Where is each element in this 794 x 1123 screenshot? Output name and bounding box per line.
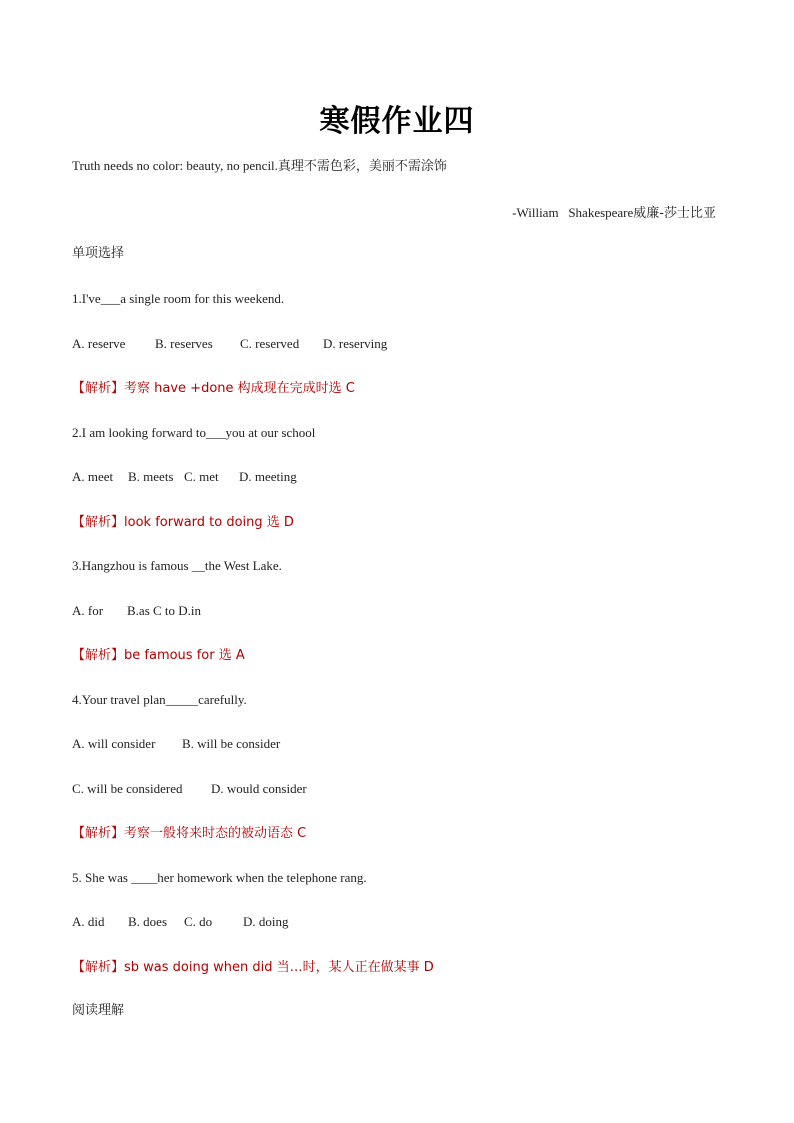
- q2-option-c: C. met: [184, 469, 219, 484]
- question-4-options-row2: [72, 781, 307, 797]
- analysis-tag: 【解析】: [72, 648, 125, 663]
- q2-option-d: D. meeting: [239, 469, 297, 484]
- question-5-options: [72, 914, 289, 930]
- q1-option-a: A. reserve: [72, 336, 126, 351]
- analysis-tag: 【解析】: [72, 515, 125, 530]
- question-1-stem: 1.I've___a single room for this weekend.: [72, 291, 285, 306]
- analysis-text: 考察 have +done 构成现在完成时选 C: [124, 381, 355, 396]
- question-2-analysis: [72, 514, 294, 531]
- analysis-text: 考察一般将来时态的被动语态 C: [124, 826, 307, 841]
- q3-option-a: A. for: [72, 603, 104, 618]
- q2-option-b: B. meets: [128, 469, 174, 484]
- question-3-analysis: [72, 647, 245, 664]
- q5-option-c: C. do: [184, 914, 213, 929]
- q3-option-bcd: B.as C to D.in: [127, 603, 202, 618]
- quote-text-cn: 真理不需色彩，美丽不需涂饰: [277, 159, 447, 174]
- question-5-stem: 5. She was ____her homework when the telephone rang.: [72, 870, 367, 885]
- question-1-options: [72, 336, 387, 352]
- question-2-stem: 2.I am looking forward to___you at our school: [72, 425, 316, 440]
- quote-text: Truth needs no color: beauty, no pencil.: [72, 158, 278, 173]
- quote-author: -William Shakespeare: [512, 205, 634, 220]
- question-4-options-row1: [72, 736, 280, 752]
- q1-option-b: B. reserves: [155, 336, 213, 351]
- question-2-options: [72, 469, 297, 485]
- section-heading-reading: 阅读理解: [72, 1003, 125, 1018]
- analysis-text: look forward to doing 选 D: [124, 515, 294, 530]
- page-title: 寒假作业四: [319, 104, 475, 139]
- quote-line: [72, 158, 447, 175]
- q1-option-c: C. reserved: [240, 336, 300, 351]
- q5-option-a: A. did: [72, 914, 105, 929]
- q2-option-a: A. meet: [72, 469, 114, 484]
- q4-option-a: A. will consider: [72, 736, 156, 751]
- analysis-text: be famous for 选 A: [124, 648, 245, 663]
- question-3-stem: 3.Hangzhou is famous __the West Lake.: [72, 558, 282, 573]
- question-3-options: [72, 603, 201, 619]
- analysis-tag: 【解析】: [72, 960, 125, 975]
- q5-option-b: B. does: [128, 914, 167, 929]
- q4-option-d: D. would consider: [211, 781, 307, 796]
- q5-option-d: D. doing: [243, 914, 289, 929]
- section-heading-single-choice: 单项选择: [72, 246, 125, 261]
- q4-option-c: C. will be considered: [72, 781, 183, 796]
- analysis-text: sb was doing when did 当…时，某人正在做某事 D: [124, 960, 434, 975]
- question-5-analysis: [72, 959, 434, 976]
- question-1-analysis: [72, 380, 355, 397]
- quote-author-line: [512, 202, 716, 221]
- quote-author-cn: 威廉-莎士比亚: [633, 206, 716, 221]
- analysis-tag: 【解析】: [72, 381, 125, 396]
- analysis-tag: 【解析】: [72, 826, 125, 841]
- q4-option-b: B. will be consider: [182, 736, 281, 751]
- question-4-stem: 4.Your travel plan_____carefully.: [72, 692, 247, 707]
- q1-option-d: D. reserving: [323, 336, 388, 351]
- question-4-analysis: [72, 825, 306, 842]
